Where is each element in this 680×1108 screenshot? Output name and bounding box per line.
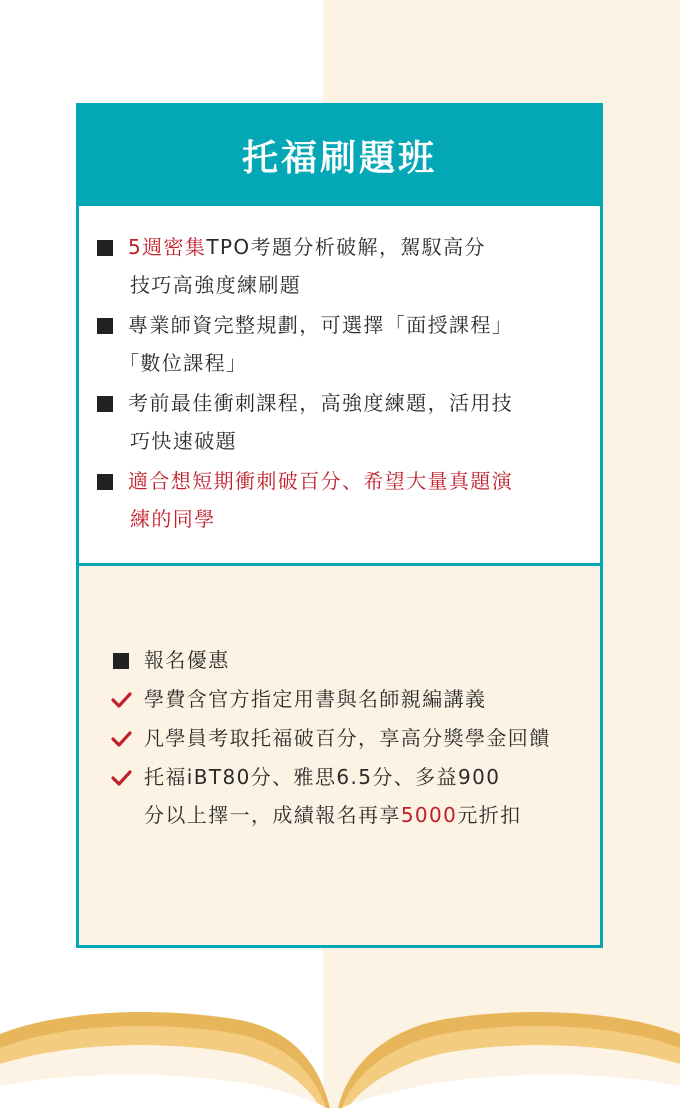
offer-item-3-line1: 托福iBT80分、雅思6.5分、多益900	[144, 765, 501, 789]
feature-1-line2: 技巧高強度練刷題	[130, 273, 302, 297]
checkmark-icon	[110, 692, 132, 708]
feature-item-3	[95, 384, 575, 460]
square-bullet-icon	[113, 653, 129, 669]
checkmark-icon	[110, 770, 132, 786]
feature-3-line1: 考前最佳衝刺課程，高強度練題，活用技	[128, 391, 514, 415]
course-title: 托福刷題班	[241, 138, 437, 179]
feature-item-4	[95, 462, 575, 538]
feature-3-line2: 巧快速破題	[130, 429, 237, 453]
open-book-icon	[0, 990, 680, 1108]
checkmark-icon	[110, 731, 132, 747]
feature-item-2	[95, 306, 575, 382]
feature-4-line1: 適合想短期衝刺破百分、希望大量真題演	[128, 469, 514, 493]
square-bullet-icon	[97, 474, 113, 490]
feature-item-1	[95, 228, 575, 304]
feature-1-line1: TPO考題分析破解，駕馭高分	[206, 235, 486, 259]
offer-item-1	[110, 680, 580, 718]
feature-2-line2: 「數位課程」	[119, 351, 248, 375]
square-bullet-icon	[97, 240, 113, 256]
features-section	[79, 206, 600, 563]
offer-heading: 報名優惠	[144, 648, 230, 672]
feature-2-line1: 專業師資完整規劃，可選擇「面授課程」	[128, 313, 514, 337]
discount-amount: 5000	[400, 803, 458, 827]
offer-item-2	[110, 719, 580, 757]
offer-heading-row	[110, 641, 580, 679]
square-bullet-icon	[97, 396, 113, 412]
offer-item-3-line2-pre: 分以上擇一，成績報名再享	[144, 803, 401, 827]
feature-1-accent: 5週密集	[128, 235, 207, 259]
offer-item-1-text: 學費含官方指定用書與名師親編講義	[144, 687, 487, 711]
offer-item-2-text: 凡學員考取托福破百分，享高分獎學金回饋	[144, 726, 551, 750]
feature-4-line2: 練的同學	[130, 507, 216, 531]
square-bullet-icon	[97, 318, 113, 334]
offer-item-3-line2-post: 元折扣	[457, 803, 522, 827]
card-header	[79, 106, 600, 206]
offer-item-3	[110, 758, 580, 834]
